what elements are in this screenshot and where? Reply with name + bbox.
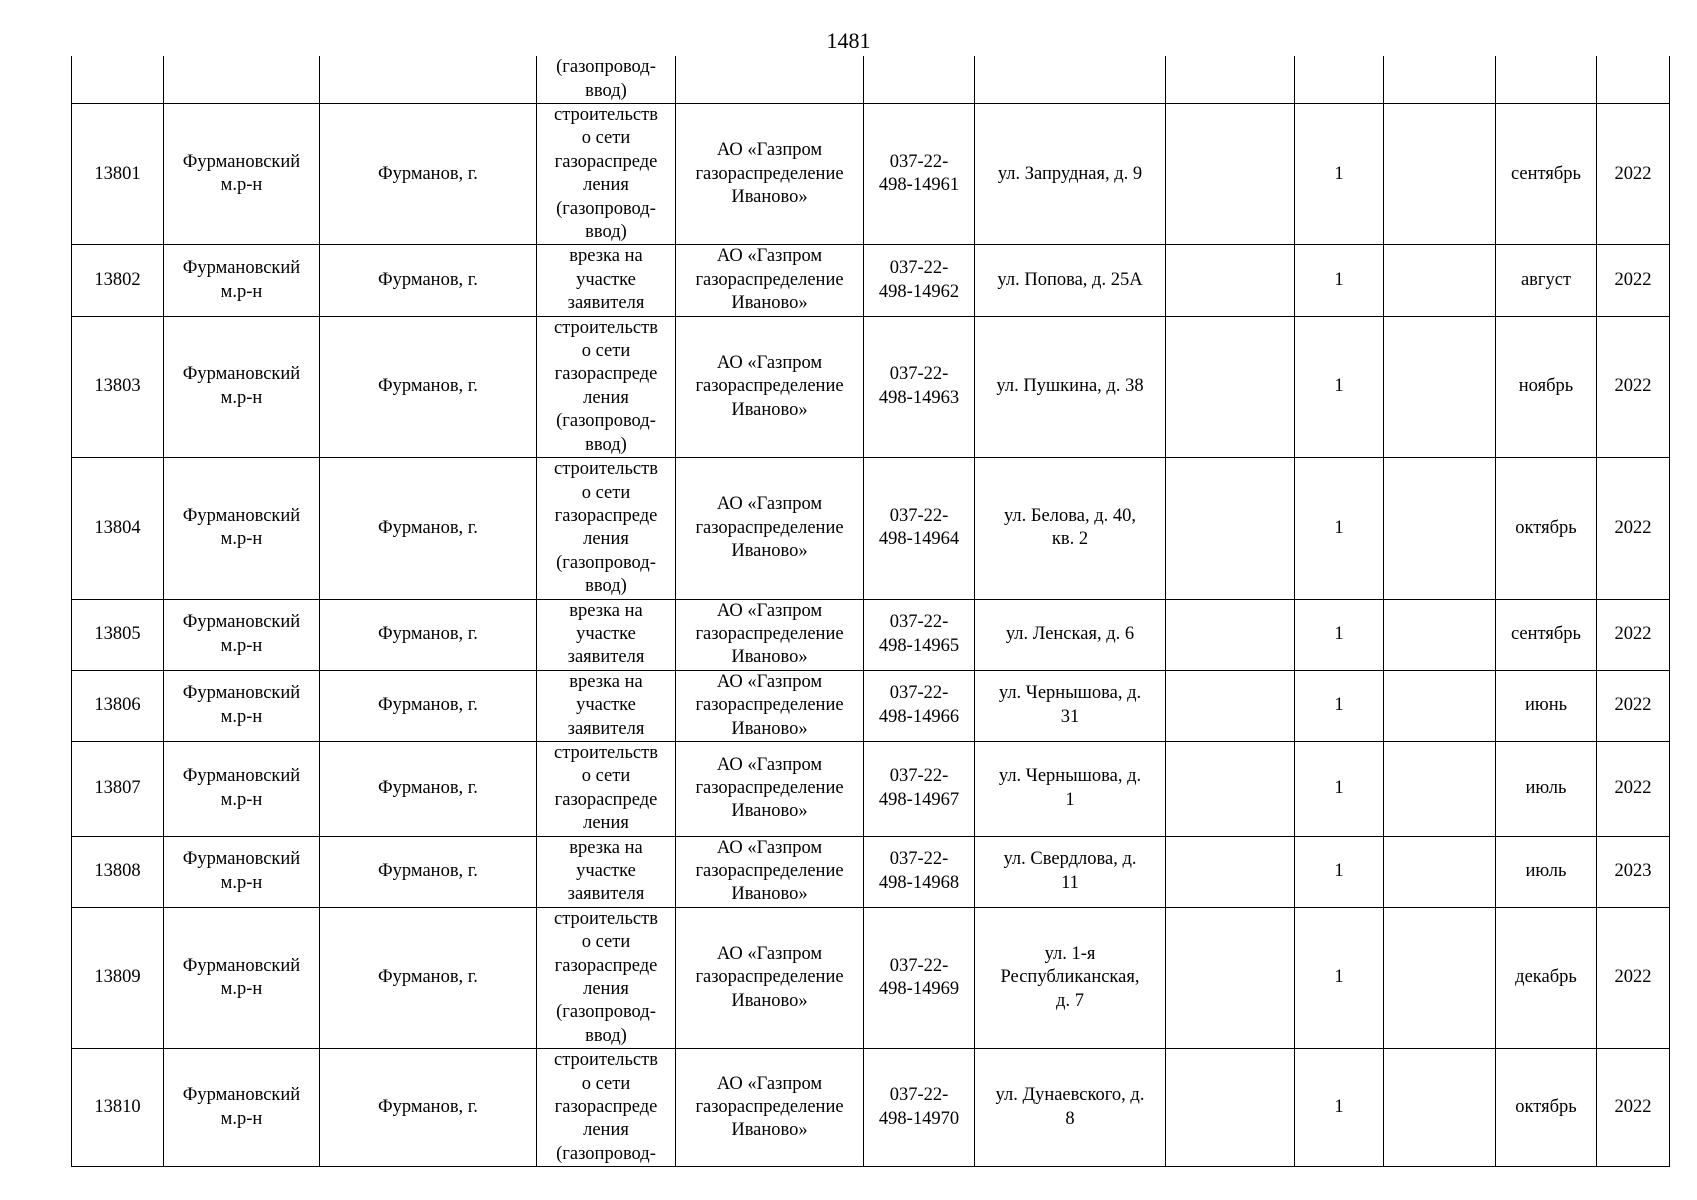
cell-code: 037-22- 498-14963 — [864, 316, 975, 457]
cell-col10 — [1384, 56, 1496, 104]
cell-work-type: (газопровод- ввод) — [537, 56, 676, 104]
cell-col10 — [1384, 458, 1496, 599]
cell-year: 2023 — [1597, 836, 1670, 907]
cell-id: 13801 — [72, 104, 164, 245]
cell-work-type: строительств о сети газораспреде ления (газопровод- — [537, 1049, 676, 1167]
cell-district: Фурмановский м.р-н — [164, 316, 320, 457]
table-row — [72, 245, 1670, 316]
cell-col9: 1 — [1295, 458, 1384, 599]
cell-district: Фурмановский м.р-н — [164, 104, 320, 245]
cell-col8 — [1166, 458, 1295, 599]
cell-col10 — [1384, 670, 1496, 741]
cell-col10 — [1384, 316, 1496, 457]
cell-month — [1496, 56, 1597, 104]
cell-year — [1597, 56, 1670, 104]
cell-col9 — [1295, 56, 1384, 104]
cell-code: 037-22- 498-14961 — [864, 104, 975, 245]
cell-month: сентябрь — [1496, 104, 1597, 245]
cell-work-type: врезка на участке заявителя — [537, 245, 676, 316]
cell-col10 — [1384, 836, 1496, 907]
cell-col8 — [1166, 245, 1295, 316]
cell-locality: Фурманов, г. — [320, 316, 537, 457]
cell-locality: Фурманов, г. — [320, 741, 537, 836]
cell-locality: Фурманов, г. — [320, 458, 537, 599]
cell-address: ул. Белова, д. 40, кв. 2 — [975, 458, 1166, 599]
cell-locality: Фурманов, г. — [320, 670, 537, 741]
table-row — [72, 1049, 1670, 1167]
cell-year: 2022 — [1597, 599, 1670, 670]
cell-work-type: строительств о сети газораспреде ления (газопровод- ввод) — [537, 316, 676, 457]
cell-col10 — [1384, 104, 1496, 245]
cell-district: Фурмановский м.р-н — [164, 1049, 320, 1167]
table-row — [72, 907, 1670, 1048]
cell-district: Фурмановский м.р-н — [164, 599, 320, 670]
cell-code: 037-22- 498-14964 — [864, 458, 975, 599]
cell-organization: АО «Газпром газораспределение Иваново» — [676, 245, 864, 316]
cell-month: декабрь — [1496, 907, 1597, 1048]
cell-code: 037-22- 498-14967 — [864, 741, 975, 836]
cell-month: октябрь — [1496, 458, 1597, 599]
cell-address: ул. Чернышова, д. 31 — [975, 670, 1166, 741]
cell-month: август — [1496, 245, 1597, 316]
cell-organization: АО «Газпром газораспределение Иваново» — [676, 458, 864, 599]
cell-address: ул. Попова, д. 25А — [975, 245, 1166, 316]
cell-district: Фурмановский м.р-н — [164, 458, 320, 599]
cell-address: ул. Пушкина, д. 38 — [975, 316, 1166, 457]
cell-locality: Фурманов, г. — [320, 907, 537, 1048]
cell-address: ул. Ленская, д. 6 — [975, 599, 1166, 670]
cell-organization: АО «Газпром газораспределение Иваново» — [676, 599, 864, 670]
cell-organization: АО «Газпром газораспределение Иваново» — [676, 104, 864, 245]
cell-locality: Фурманов, г. — [320, 104, 537, 245]
cell-month: ноябрь — [1496, 316, 1597, 457]
cell-id: 13810 — [72, 1049, 164, 1167]
cell-col10 — [1384, 741, 1496, 836]
cell-col10 — [1384, 1049, 1496, 1167]
cell-col9: 1 — [1295, 836, 1384, 907]
cell-district: Фурмановский м.р-н — [164, 907, 320, 1048]
cell-col10 — [1384, 907, 1496, 1048]
cell-code: 037-22- 498-14966 — [864, 670, 975, 741]
cell-id: 13808 — [72, 836, 164, 907]
cell-month: июль — [1496, 836, 1597, 907]
cell-code: 037-22- 498-14968 — [864, 836, 975, 907]
cell-year: 2022 — [1597, 907, 1670, 1048]
cell-month: июнь — [1496, 670, 1597, 741]
cell-id: 13803 — [72, 316, 164, 457]
cell-col8 — [1166, 599, 1295, 670]
table-row — [72, 104, 1670, 245]
cell-col8 — [1166, 316, 1295, 457]
cell-work-type: врезка на участке заявителя — [537, 836, 676, 907]
cell-year: 2022 — [1597, 104, 1670, 245]
cell-month: октябрь — [1496, 1049, 1597, 1167]
cell-id: 13809 — [72, 907, 164, 1048]
cell-district: Фурмановский м.р-н — [164, 670, 320, 741]
cell-id — [72, 56, 164, 104]
cell-code: 037-22- 498-14970 — [864, 1049, 975, 1167]
cell-col9: 1 — [1295, 104, 1384, 245]
cell-organization — [676, 56, 864, 104]
cell-code — [864, 56, 975, 104]
cell-locality: Фурманов, г. — [320, 599, 537, 670]
cell-address: ул. Чернышова, д. 1 — [975, 741, 1166, 836]
cell-col8 — [1166, 741, 1295, 836]
continuation-row — [72, 56, 1670, 104]
cell-organization: АО «Газпром газораспределение Иваново» — [676, 907, 864, 1048]
cell-code: 037-22- 498-14965 — [864, 599, 975, 670]
table-row — [72, 741, 1670, 836]
table-row — [72, 599, 1670, 670]
cell-id: 13802 — [72, 245, 164, 316]
cell-col8 — [1166, 56, 1295, 104]
cell-month: июль — [1496, 741, 1597, 836]
cell-col10 — [1384, 599, 1496, 670]
cell-locality: Фурманов, г. — [320, 1049, 537, 1167]
table-row — [72, 316, 1670, 457]
table-body — [72, 56, 1670, 1167]
cell-locality: Фурманов, г. — [320, 836, 537, 907]
cell-address: ул. 1-я Республиканская, д. 7 — [975, 907, 1166, 1048]
cell-code: 037-22- 498-14962 — [864, 245, 975, 316]
cell-id: 13806 — [72, 670, 164, 741]
table-row — [72, 836, 1670, 907]
cell-year: 2022 — [1597, 1049, 1670, 1167]
cell-address — [975, 56, 1166, 104]
cell-code: 037-22- 498-14969 — [864, 907, 975, 1048]
cell-id: 13807 — [72, 741, 164, 836]
cell-col9: 1 — [1295, 670, 1384, 741]
cell-col9: 1 — [1295, 907, 1384, 1048]
cell-work-type: строительств о сети газораспреде ления (газопровод- ввод) — [537, 907, 676, 1048]
cell-locality: Фурманов, г. — [320, 245, 537, 316]
cell-id: 13804 — [72, 458, 164, 599]
cell-organization: АО «Газпром газораспределение Иваново» — [676, 836, 864, 907]
cell-work-type: строительств о сети газораспреде ления (газопровод- ввод) — [537, 104, 676, 245]
cell-locality — [320, 56, 537, 104]
page-number: 1481 — [826, 28, 871, 53]
cell-col9: 1 — [1295, 741, 1384, 836]
cell-year: 2022 — [1597, 245, 1670, 316]
cell-col10 — [1384, 245, 1496, 316]
cell-year: 2022 — [1597, 458, 1670, 599]
cell-col9: 1 — [1295, 1049, 1384, 1167]
cell-col9: 1 — [1295, 316, 1384, 457]
cell-organization: АО «Газпром газораспределение Иваново» — [676, 316, 864, 457]
cell-address: ул. Свердлова, д. 11 — [975, 836, 1166, 907]
gas-connection-register-table — [71, 56, 1670, 1167]
cell-col9: 1 — [1295, 599, 1384, 670]
cell-year: 2022 — [1597, 316, 1670, 457]
cell-organization: АО «Газпром газораспределение Иваново» — [676, 670, 864, 741]
cell-col8 — [1166, 1049, 1295, 1167]
cell-month: сентябрь — [1496, 599, 1597, 670]
cell-col8 — [1166, 907, 1295, 1048]
cell-year: 2022 — [1597, 741, 1670, 836]
cell-col9: 1 — [1295, 245, 1384, 316]
cell-district: Фурмановский м.р-н — [164, 245, 320, 316]
cell-address: ул. Запрудная, д. 9 — [975, 104, 1166, 245]
cell-district: Фурмановский м.р-н — [164, 741, 320, 836]
cell-work-type: врезка на участке заявителя — [537, 670, 676, 741]
cell-address: ул. Дунаевского, д. 8 — [975, 1049, 1166, 1167]
cell-col8 — [1166, 836, 1295, 907]
cell-organization: АО «Газпром газораспределение Иваново» — [676, 1049, 864, 1167]
cell-year: 2022 — [1597, 670, 1670, 741]
cell-organization: АО «Газпром газораспределение Иваново» — [676, 741, 864, 836]
cell-district: Фурмановский м.р-н — [164, 836, 320, 907]
cell-district — [164, 56, 320, 104]
cell-work-type: врезка на участке заявителя — [537, 599, 676, 670]
cell-col8 — [1166, 104, 1295, 245]
table-row — [72, 670, 1670, 741]
table-row — [72, 458, 1670, 599]
cell-work-type: строительств о сети газораспреде ления (газопровод- ввод) — [537, 458, 676, 599]
cell-id: 13805 — [72, 599, 164, 670]
cell-work-type: строительств о сети газораспреде ления — [537, 741, 676, 836]
cell-col8 — [1166, 670, 1295, 741]
